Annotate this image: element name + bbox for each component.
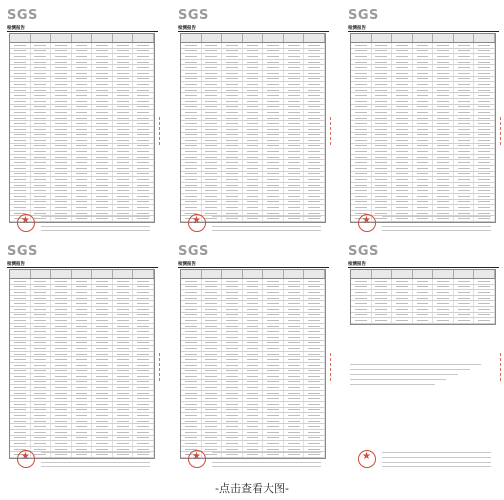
table-header	[9, 33, 155, 43]
view-larger-link[interactable]: -点击查看大图-	[215, 482, 289, 495]
results-table	[9, 33, 155, 223]
perforation-seal-icon	[155, 113, 165, 149]
sgs-logo: SGS	[178, 8, 209, 23]
report-footer	[354, 448, 493, 470]
header-rule	[178, 31, 329, 32]
official-stamp-icon	[188, 450, 206, 468]
official-stamp-icon	[358, 450, 376, 468]
perforation-seal-icon	[326, 113, 336, 149]
report-page-3[interactable]	[346, 8, 501, 236]
report-title: 检测报告	[178, 262, 196, 267]
report-footer	[184, 212, 323, 234]
results-table	[9, 269, 155, 459]
results-table	[350, 33, 496, 223]
sgs-logo: SGS	[178, 244, 209, 259]
official-stamp-icon	[17, 450, 35, 468]
report-title: 检测报告	[178, 26, 196, 31]
report-title: 检测报告	[7, 262, 25, 267]
table-header	[9, 269, 155, 279]
header-rule	[178, 267, 329, 268]
results-table	[180, 269, 326, 459]
header-rule	[7, 31, 158, 32]
sgs-logo: SGS	[348, 244, 379, 259]
official-stamp-icon	[358, 214, 376, 232]
report-notes	[350, 364, 496, 389]
report-footer	[184, 448, 323, 470]
header-rule	[348, 31, 499, 32]
report-footer	[13, 448, 152, 470]
table-row	[351, 318, 495, 324]
perforation-seal-icon	[155, 349, 165, 385]
report-page-5[interactable]	[176, 244, 331, 472]
report-footer	[13, 212, 152, 234]
table-header	[180, 33, 326, 43]
official-stamp-icon	[188, 214, 206, 232]
report-title: 检测报告	[7, 26, 25, 31]
report-page-6[interactable]	[346, 244, 501, 472]
report-page-2[interactable]	[176, 8, 331, 236]
perforation-seal-icon	[496, 113, 504, 149]
header-rule	[348, 267, 499, 268]
report-page-4[interactable]	[5, 244, 160, 472]
sgs-logo: SGS	[7, 244, 38, 259]
official-stamp-icon	[17, 214, 35, 232]
sgs-logo: SGS	[7, 8, 38, 23]
perforation-seal-icon	[496, 349, 504, 385]
report-page-1[interactable]	[5, 8, 160, 236]
report-footer	[354, 212, 493, 234]
report-title: 检测报告	[348, 26, 366, 31]
sgs-logo: SGS	[348, 8, 379, 23]
table-header	[180, 269, 326, 279]
results-table	[350, 269, 496, 325]
table-header	[350, 269, 496, 279]
header-rule	[7, 267, 158, 268]
report-title: 检测报告	[348, 262, 366, 267]
perforation-seal-icon	[326, 349, 336, 385]
results-table	[180, 33, 326, 223]
table-header	[350, 33, 496, 43]
